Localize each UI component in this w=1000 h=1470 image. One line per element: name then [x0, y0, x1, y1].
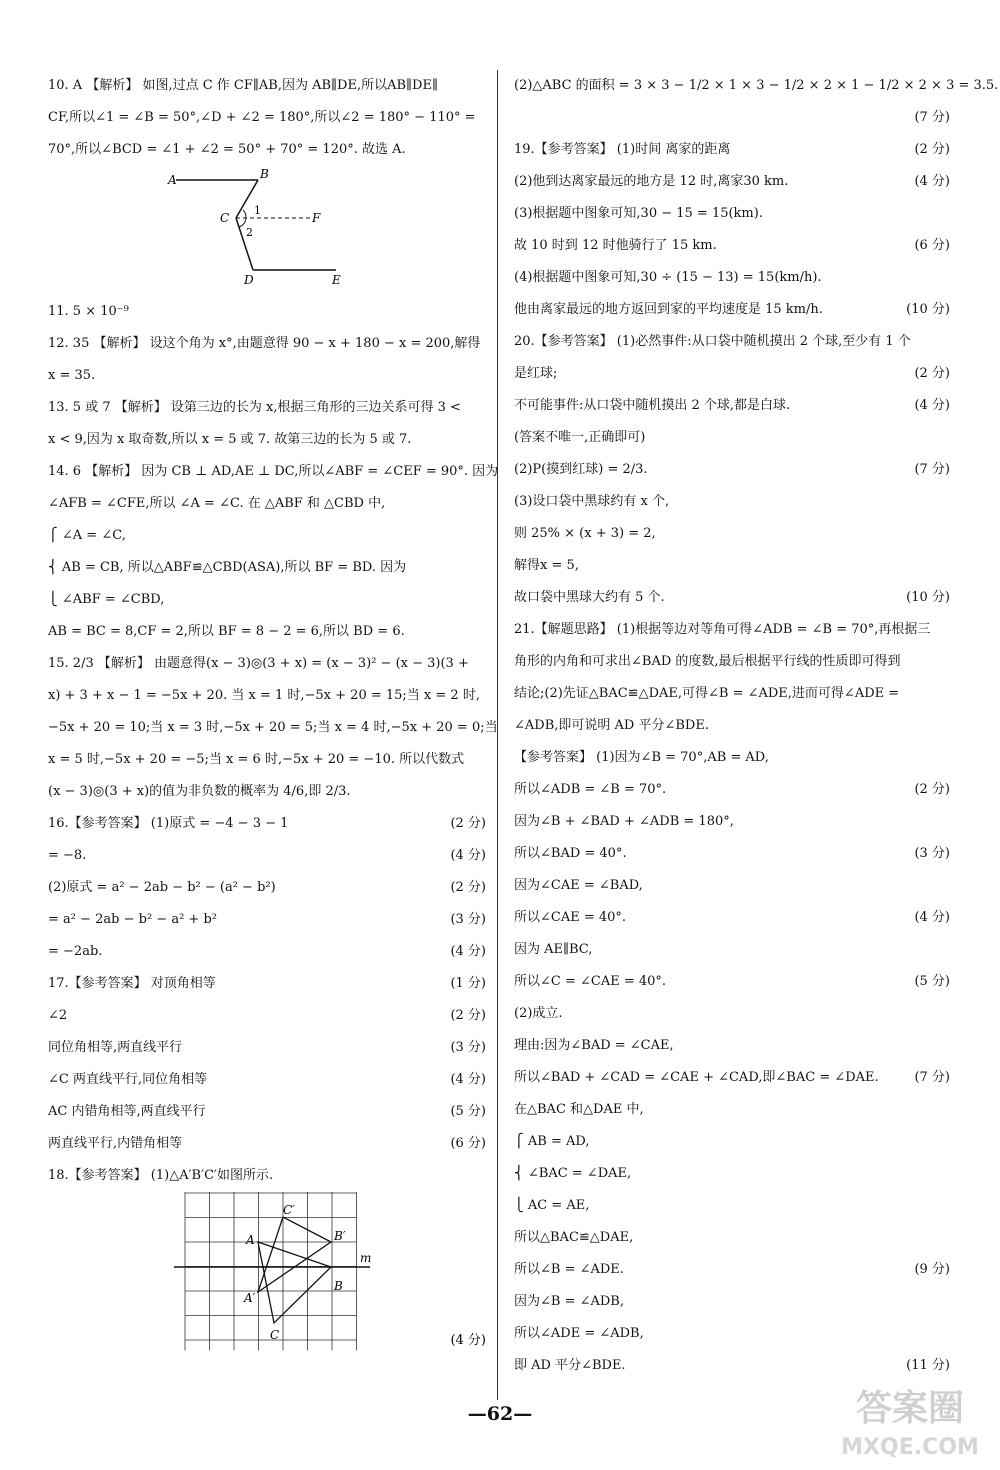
answer-line	[514, 134, 950, 166]
answer-line	[514, 614, 950, 646]
line-text: AC 内错角相等,两直线平行	[48, 1104, 206, 1119]
line-text: 理由:因为∠BAD = ∠CAE,	[514, 1038, 674, 1053]
line-text: x = 35.	[48, 368, 96, 383]
line-text: (2)△ABC 的面积 = 3 × 3 − 1/2 × 1 × 3 − 1/2 × 2 × 1 − 1/2 × 2 × 3 = 3.5.	[514, 78, 999, 93]
score-mark: (2 分)	[914, 142, 950, 157]
label-e: E	[332, 273, 341, 287]
watermark-logo	[830, 1378, 990, 1462]
answer-line	[514, 326, 950, 358]
line-text: 70°,所以∠BCD = ∠1 + ∠2 = 50° + 70° = 120°. 故选 A.	[48, 142, 406, 157]
line-text: (答案不唯一,正确即可)	[514, 430, 646, 445]
answer-line	[48, 296, 486, 328]
line-text: (2)P(摸到红球) = 2/3.	[514, 462, 648, 477]
line-text: 所以∠ADE = ∠ADB,	[514, 1326, 644, 1341]
line-text: 11. 5 × 10⁻⁹	[48, 304, 129, 319]
answer-line	[514, 838, 950, 870]
line-text: (3)根据题中图象可知,30 − 15 = 15(km).	[514, 206, 763, 221]
grid-diagram	[48, 1192, 486, 1352]
answer-line	[514, 518, 950, 550]
score-mark: (6 分)	[450, 1136, 486, 1151]
line-text: 故 10 时到 12 时他骑行了 15 km.	[514, 238, 717, 253]
answer-line	[514, 902, 950, 934]
answer-line	[48, 1160, 486, 1192]
answer-line	[48, 520, 486, 552]
answer-line	[514, 998, 950, 1030]
answer-line	[48, 648, 486, 680]
answer-line	[48, 936, 486, 968]
answer-line	[514, 582, 950, 614]
line-text: 所以∠B = ∠ADE.	[514, 1262, 624, 1277]
score-mark: (2 分)	[914, 782, 950, 797]
answer-line	[48, 1032, 486, 1064]
score-mark: (3 分)	[450, 912, 486, 927]
answer-line	[514, 102, 950, 134]
answer-line	[48, 712, 498, 744]
score-mark: (9 分)	[914, 1262, 950, 1277]
answer-line	[48, 584, 486, 616]
line-text: ∠ADB,即可说明 AD 平分∠BDE.	[514, 718, 709, 733]
line-text: 因为∠CAE = ∠BAD,	[514, 878, 643, 893]
line-text: 【参考答案】 (1)因为∠B = 70°,AB = AD,	[514, 750, 769, 765]
answer-line	[514, 1030, 950, 1062]
label-a: A	[168, 173, 177, 187]
answer-line	[514, 390, 950, 422]
answer-line	[48, 616, 486, 648]
answer-line	[514, 1062, 950, 1094]
label-b: B	[260, 167, 269, 181]
line-text: 10. A 【解析】 如图,过点 C 作 CF∥AB,因为 AB∥DE,所以AB∥DE∥	[48, 78, 438, 93]
line-text: (3)设口袋中黑球约有 x 个,	[514, 494, 670, 509]
answer-line	[514, 774, 950, 806]
score-mark: (4 分)	[450, 944, 486, 959]
line-text: −5x + 20 = 10;当 x = 3 时,−5x + 20 = 5;当 x = 4 时,−5x + 20 = 0;当	[48, 720, 498, 735]
line-text: ⎨ AB = CB, 所以△ABF≌△CBD(ASA),所以 BF = BD. 因为	[48, 560, 407, 575]
column-divider	[497, 70, 498, 1400]
answer-line	[514, 198, 950, 230]
watermark-site: MXQE.COM	[841, 1435, 979, 1460]
line-text: 14. 6 【解析】 因为 CB ⊥ AD,AE ⊥ DC,所以∠ABF = ∠CEF = 90°. 因为	[48, 464, 499, 479]
line-text: 因为∠B = ∠ADB,	[514, 1294, 624, 1309]
answer-line	[48, 328, 486, 360]
answer-line	[48, 1128, 486, 1160]
line-text: (2)成立.	[514, 1006, 563, 1021]
line-text: 角形的内角和可求出∠BAD 的度数,最后根据平行线的性质即可得到	[514, 654, 901, 669]
figure-q18	[48, 1192, 486, 1352]
score-q18-1: (4 分)	[450, 1333, 486, 1348]
line-text: 16.【参考答案】 (1)原式 = −4 − 3 − 1	[48, 816, 289, 831]
line-text: 是红球;	[514, 366, 558, 381]
answer-line	[514, 262, 950, 294]
grid-lines	[185, 1192, 357, 1351]
line-text: = a² − 2ab − b² − a² + b²	[48, 912, 217, 927]
line-text: 所以∠ADB = ∠B = 70°.	[514, 782, 667, 797]
label-b: B	[334, 1279, 343, 1293]
answer-line	[514, 742, 950, 774]
line-text: 18.【参考答案】 (1)△A′B′C′如图所示.	[48, 1168, 274, 1183]
answer-line	[48, 840, 486, 872]
line-text: 19.【参考答案】 (1)时间 离家的距离	[514, 142, 731, 157]
line-text: 两直线平行,内错角相等	[48, 1136, 183, 1151]
answer-line	[514, 358, 950, 390]
line-text: 所以∠C = ∠CAE = 40°.	[514, 974, 667, 989]
line-text: 即 AD 平分∠BDE.	[514, 1358, 626, 1373]
line-text: 因为 AE∥BC,	[514, 942, 593, 957]
line-text: ∠C 两直线平行,同位角相等	[48, 1072, 208, 1087]
answer-line	[514, 422, 950, 454]
score-mark: (6 分)	[914, 238, 950, 253]
line-text: (4)根据题中图象可知,30 ÷ (15 − 13) = 15(km/h).	[514, 270, 822, 285]
line-text: ⎨ ∠BAC = ∠DAE,	[514, 1166, 632, 1181]
line-text: 21.【解题思路】 (1)根据等边对等角可得∠ADB = ∠B = 70°,再根据三	[514, 622, 931, 637]
score-mark: (3 分)	[450, 1040, 486, 1055]
score-mark: (2 分)	[450, 1008, 486, 1023]
answer-line	[48, 1064, 486, 1096]
answer-line	[514, 454, 950, 486]
line-text: 所以∠CAE = 40°.	[514, 910, 627, 925]
score-mark: (4 分)	[450, 1072, 486, 1087]
score-mark: (7 分)	[914, 1070, 950, 1085]
watermark-brand: 答案圈	[855, 1388, 965, 1429]
answer-line	[514, 966, 950, 998]
answer-line	[514, 70, 999, 102]
answer-line	[48, 808, 486, 840]
answer-line	[514, 294, 950, 326]
score-mark: (4 分)	[450, 848, 486, 863]
answer-line	[514, 1254, 950, 1286]
line-text: (2)他到达离家最远的地方是 12 时,离家30 km.	[514, 174, 789, 189]
line-text: (2)原式 = a² − 2ab − b² − (a² − b²)	[48, 880, 276, 895]
label-a: A	[246, 1233, 255, 1247]
angle-2-label: 2	[246, 226, 253, 239]
line-text: CF,所以∠1 = ∠B = 50°,∠D + ∠2 = 180°,所以∠2 = 180° − 110° =	[48, 110, 476, 125]
label-line-m: m	[360, 1251, 372, 1265]
answer-line	[48, 70, 486, 102]
line-text: x) + 3 + x − 1 = −5x + 20. 当 x = 1 时,−5x + 20 = 15;当 x = 2 时,	[48, 688, 480, 703]
label-b-prime: B′	[334, 1229, 346, 1243]
line-text: 17.【参考答案】 对顶角相等	[48, 976, 216, 991]
answer-line	[514, 1094, 950, 1126]
score-mark: (10 分)	[906, 590, 950, 605]
answer-line	[48, 872, 486, 904]
score-mark: (4 分)	[914, 174, 950, 189]
answer-line	[48, 456, 499, 488]
score-mark: (7 分)	[914, 110, 950, 125]
angle-diagram	[48, 166, 486, 296]
line-text: 解得x = 5,	[514, 558, 579, 573]
answer-line	[514, 678, 950, 710]
label-c: C	[270, 1328, 280, 1342]
line-text: 15. 2/3 【解析】 由题意得(x − 3)◎(3 + x) = (x − 3)² − (x − 3)(3 +	[48, 656, 469, 671]
answer-line	[514, 1286, 950, 1318]
label-c-prime: C′	[283, 1203, 295, 1217]
answer-line	[514, 1222, 950, 1254]
line-text: 则 25% × (x + 3) = 2,	[514, 526, 656, 541]
score-mark: (2 分)	[914, 366, 950, 381]
line-text: ⎧ AB = AD,	[514, 1134, 590, 1149]
line-text: 12. 35 【解析】 设这个角为 x°,由题意得 90 − x + 180 − x = 200,解得	[48, 336, 481, 351]
line-text: 所以∠BAD = 40°.	[514, 846, 627, 861]
answer-line	[48, 392, 486, 424]
answer-line	[514, 230, 950, 262]
line-text: ⎩ ∠ABF = ∠CBD,	[48, 592, 165, 607]
label-a-prime: A′	[244, 1291, 256, 1305]
label-c: C	[220, 211, 230, 225]
line-text: ⎧ ∠A = ∠C,	[48, 528, 126, 543]
answer-line	[48, 776, 486, 808]
answer-line	[514, 486, 950, 518]
page-number: —62—	[467, 1403, 533, 1425]
score-mark: (4 分)	[914, 398, 950, 413]
answer-line	[514, 870, 950, 902]
line-text: = −8.	[48, 848, 87, 863]
answer-line	[514, 646, 950, 678]
answer-line	[48, 1096, 486, 1128]
line-text: x < 9,因为 x 取奇数,所以 x = 5 或 7. 故第三边的长为 5 或 7.	[48, 432, 412, 447]
line-text: 他由离家最远的地方返回到家的平均速度是 15 km/h.	[514, 302, 823, 317]
left-column	[48, 70, 499, 1352]
answer-line	[48, 680, 486, 712]
angle-1-label: 1	[254, 204, 261, 217]
answer-line	[48, 1000, 486, 1032]
line-text: ∠2	[48, 1008, 68, 1023]
answer-line	[48, 134, 486, 166]
score-mark: (2 分)	[450, 880, 486, 895]
score-mark: (5 分)	[914, 974, 950, 989]
answer-line	[48, 424, 486, 456]
answer-line	[514, 710, 950, 742]
answer-line	[514, 1318, 950, 1350]
answer-line	[48, 904, 486, 936]
line-text: 因为∠B + ∠BAD + ∠ADB = 180°,	[514, 814, 734, 829]
score-mark: (3 分)	[914, 846, 950, 861]
score-mark: (10 分)	[906, 302, 950, 317]
score-mark: (5 分)	[450, 1104, 486, 1119]
line-text: 所以△BAC≌△DAE,	[514, 1230, 634, 1245]
answer-line	[48, 744, 486, 776]
line-text: ∠AFB = ∠CFE,所以 ∠A = ∠C. 在 △ABF 和 △CBD 中,	[48, 496, 386, 511]
score-mark: (4 分)	[914, 910, 950, 925]
answer-line	[48, 102, 486, 134]
score-mark: (1 分)	[450, 976, 486, 991]
score-mark: (2 分)	[450, 816, 486, 831]
line-text: ⎩ AC = AE,	[514, 1198, 590, 1213]
answer-line	[514, 1126, 950, 1158]
label-f: F	[312, 211, 321, 225]
right-column	[514, 70, 999, 1382]
answer-line	[514, 806, 950, 838]
answer-line	[48, 968, 486, 1000]
answer-line	[514, 1158, 950, 1190]
answer-line	[514, 1190, 950, 1222]
line-text: 所以∠BAD + ∠CAD = ∠CAE + ∠CAD,即∠BAC = ∠DAE.	[514, 1070, 879, 1085]
score-mark: (7 分)	[914, 462, 950, 477]
line-text: 结论;(2)先证△BAC≌△DAE,可得∠B = ∠ADE,进而可得∠ADE =	[514, 686, 900, 701]
answer-line	[514, 550, 950, 582]
answer-line	[48, 488, 486, 520]
answer-line	[514, 934, 950, 966]
answer-line	[48, 360, 486, 392]
line-text: AB = BC = 8,CF = 2,所以 BF = 8 − 2 = 6,所以 BD = 6.	[48, 624, 405, 639]
line-text: 13. 5 或 7 【解析】 设第三边的长为 x,根据三角形的三边关系可得 3 <	[48, 400, 461, 415]
line-text: 同位角相等,两直线平行	[48, 1040, 183, 1055]
figure-q10	[48, 166, 486, 296]
score-mark: (11 分)	[906, 1358, 950, 1373]
answer-line	[514, 166, 950, 198]
line-text: (x − 3)◎(3 + x)的值为非负数的概率为 4/6,即 2/3.	[48, 784, 351, 799]
answer-line	[48, 552, 486, 584]
line-text: x = 5 时,−5x + 20 = −5;当 x = 6 时,−5x + 20 = −10. 所以代数式	[48, 752, 465, 767]
line-text: = −2ab.	[48, 944, 103, 959]
line-text: 不可能事件:从口袋中随机摸出 2 个球,都是白球.	[514, 398, 791, 413]
line-text: 故口袋中黑球大约有 5 个.	[514, 590, 665, 605]
line-text: 在△BAC 和△DAE 中,	[514, 1102, 644, 1117]
label-d: D	[244, 273, 254, 287]
line-text: 20.【参考答案】 (1)必然事件:从口袋中随机摸出 2 个球,至少有 1 个	[514, 334, 911, 349]
